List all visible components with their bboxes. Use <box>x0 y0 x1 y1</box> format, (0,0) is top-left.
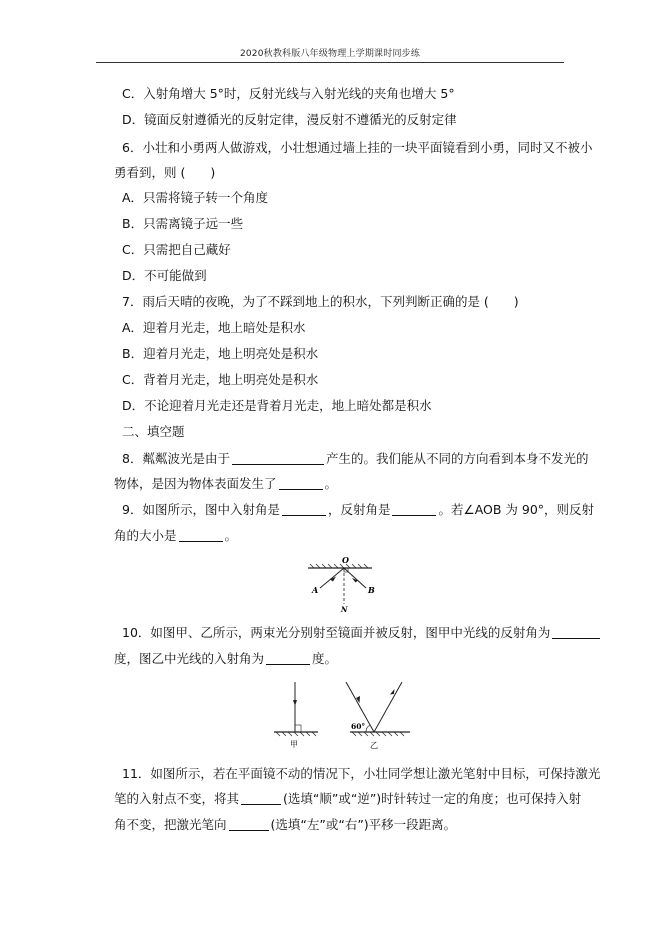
q9-reflection-figure <box>300 552 380 614</box>
q10-jia-right-angle <box>295 725 301 732</box>
section-fill-in-title: 二、填空题 <box>122 424 185 439</box>
q10-figure-jia <box>274 682 318 749</box>
q7-option-a: A．迎着月光走，地上暗处是积水 <box>122 320 306 335</box>
q10-line2 <box>114 651 337 667</box>
q8-blank-2[interactable] <box>279 477 323 490</box>
q9-blank-3[interactable] <box>179 529 223 542</box>
q6-option-b: B．只需离镜子远一些 <box>122 216 244 231</box>
q6-stem-line1: 6．小壮和小勇两人做游戏，小壮想通过墙上挂的一块平面镜看到小勇，同时又不被小 <box>122 140 593 155</box>
q8-line2 <box>114 476 337 492</box>
q9-text-b: ，反射角是 <box>327 502 391 517</box>
q10-yi-angle-arc <box>366 725 370 732</box>
q10-yi-angle-label: 60° <box>351 722 366 731</box>
q11-line1: 11．如图所示，若在平面镜不动的情况下，小壮同学想让激光笔射中目标，可保持激光 <box>122 766 601 781</box>
q7-stem: 7．雨后天晴的夜晚，为了不踩到地上的积水，下列判断正确的是 ( ) <box>122 294 519 309</box>
q8-blank-1[interactable] <box>232 452 324 465</box>
q11-line2 <box>114 791 581 807</box>
q10-line1 <box>122 625 602 641</box>
q8-text-a: 8．粼粼波光是由于 <box>122 451 230 466</box>
q10-yi-reflected-arrow <box>390 689 395 695</box>
q11-text-c: 角不变，把激光笔向 <box>114 817 227 832</box>
q5-option-c: C．入射角增大 5°时，反射光线与入射光线的夹角也增大 5° <box>122 86 455 101</box>
q6-option-d: D．不可能做到 <box>122 268 207 283</box>
q11-blank-1[interactable] <box>241 792 281 805</box>
q8-text-c: 物体，是因为物体表面发生了 <box>114 476 277 491</box>
q10-blank-2[interactable] <box>266 652 310 665</box>
page-header: 2020秋教科版八年级物理上学期课时同步练 <box>239 49 421 59</box>
header-divider <box>96 62 564 63</box>
q11-text-d: (选填“左”或“右”)平移一段距离。 <box>270 817 457 832</box>
q9-text-c: 。若∠AOB 为 90°，则反射 <box>438 502 595 517</box>
q6-option-a: A．只需将镜子转一个角度 <box>122 190 269 205</box>
q8-text-d: 。 <box>324 476 338 491</box>
q9-line1 <box>122 502 594 518</box>
q10-figure-yi <box>346 682 410 750</box>
q9-label-a: A <box>312 585 319 595</box>
q11-blank-2[interactable] <box>229 818 269 831</box>
q9-blank-1[interactable] <box>282 503 326 516</box>
q9-label-n: N <box>341 605 348 614</box>
q9-incident-ray <box>320 568 344 588</box>
q6-stem-line2: 勇看到，则 ( ) <box>114 165 216 180</box>
q7-option-b: B．迎着月光走，地上明亮处是积水 <box>122 346 319 361</box>
q7-option-c: C．背着月光走，地上明亮处是积水 <box>122 372 319 387</box>
q9-line2 <box>114 528 237 544</box>
q9-label-o: O <box>342 555 349 565</box>
q9-text-a: 9．如图所示，图中入射角是 <box>122 502 280 517</box>
q9-label-b: B <box>368 585 375 595</box>
q10-label-jia: 甲 <box>290 740 298 749</box>
q11-text-b: (选填“顺”或“逆”)时针转过一定的角度；也可保持入射 <box>283 791 582 806</box>
q9-text-d: 角的大小是 <box>114 528 177 543</box>
q9-text-e: 。 <box>224 528 238 543</box>
q10-jia-arrow-down <box>293 700 297 706</box>
q10-figures <box>270 676 420 752</box>
q10-text-c: 度。 <box>312 651 338 666</box>
q6-option-c: C．只需把自己藏好 <box>122 242 231 257</box>
q8-line1 <box>122 451 588 467</box>
q11-text-a: 笔的入射点不变，将其 <box>114 791 240 806</box>
q10-label-yi: 乙 <box>370 741 378 750</box>
q10-text-a: 10．如图甲、乙所示，两束光分别射至镜面并被反射，图甲中光线的反射角为 <box>122 625 551 640</box>
q5-option-d: D．镜面反射遵循光的反射定律，漫反射不遵循光的反射定律 <box>122 112 457 127</box>
q10-blank-1[interactable] <box>552 626 600 639</box>
q11-line3 <box>114 817 456 833</box>
q9-reflected-ray <box>344 568 366 588</box>
q9-blank-2[interactable] <box>392 503 436 516</box>
q10-yi-reflected-ray <box>374 682 402 732</box>
q10-text-b: 度，图乙中光线的入射角为 <box>114 651 265 666</box>
q7-option-d: D．不论迎着月光走还是背着月光走，地上暗处都是积水 <box>122 398 432 413</box>
q8-text-b: 产生的。我们能从不同的方向看到本身不发光的 <box>325 451 589 466</box>
